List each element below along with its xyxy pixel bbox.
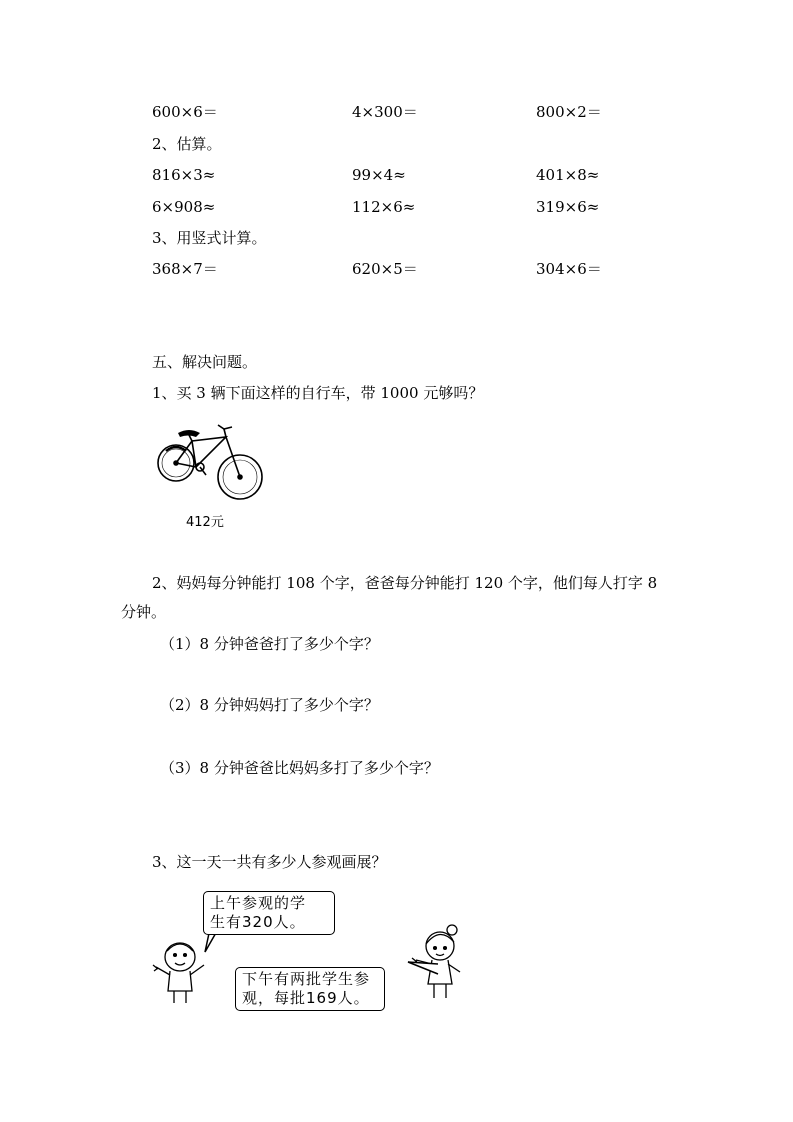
estimate-heading: 2、估算。 <box>152 135 222 153</box>
question-2-sub-1: （1）8 分钟爸爸打了多少个字？ <box>160 635 379 653</box>
bicycle-price: 412元 <box>186 515 224 530</box>
calc-item: 600×6＝ <box>152 103 218 121</box>
boy-figure-illustration <box>150 935 210 1007</box>
estimate-item: 112×6≈ <box>352 198 416 216</box>
speech-bubble-2 <box>235 967 385 1011</box>
bubble-1-line-2: 生有320人。 <box>210 913 306 931</box>
vertical-item: 620×5＝ <box>352 260 418 278</box>
bubble-2-line-1: 下午有两批学生参 <box>242 970 371 988</box>
estimate-item: 319×6≈ <box>536 198 600 216</box>
bubble-2-line-2: 观，每批169人。 <box>242 989 370 1007</box>
calc-item: 800×2＝ <box>536 103 602 121</box>
question-2-continued: 分钟。 <box>121 603 167 621</box>
question-2: 2、妈妈每分钟能打 108 个字，爸爸每分钟能打 120 个字，他们每人打字 8 <box>152 574 658 592</box>
question-2-sub-3: （3）8 分钟爸爸比妈妈多打了多少个字？ <box>160 759 439 777</box>
speech-bubble-1 <box>203 891 335 935</box>
section-title: 五、解决问题。 <box>152 353 258 371</box>
estimate-item: 401×8≈ <box>536 166 600 184</box>
calc-item: 4×300＝ <box>352 103 418 121</box>
question-1: 1、买 3 辆下面这样的自行车，带 1000 元够吗？ <box>152 384 484 402</box>
vertical-item: 368×7＝ <box>152 260 218 278</box>
question-3: 3、这一天一共有多少人参观画展？ <box>152 853 387 871</box>
bicycle-illustration <box>156 415 262 505</box>
estimate-item: 816×3≈ <box>152 166 216 184</box>
bubble-1-line-1: 上午参观的学 <box>210 894 307 912</box>
question-2-sub-2: （2）8 分钟妈妈打了多少个字？ <box>160 696 379 714</box>
vertical-heading: 3、用竖式计算。 <box>152 229 267 247</box>
estimate-item: 6×908≈ <box>152 198 216 216</box>
speech-bubble-tail-2 <box>408 958 438 978</box>
vertical-item: 304×6＝ <box>536 260 602 278</box>
estimate-item: 99×4≈ <box>352 166 406 184</box>
